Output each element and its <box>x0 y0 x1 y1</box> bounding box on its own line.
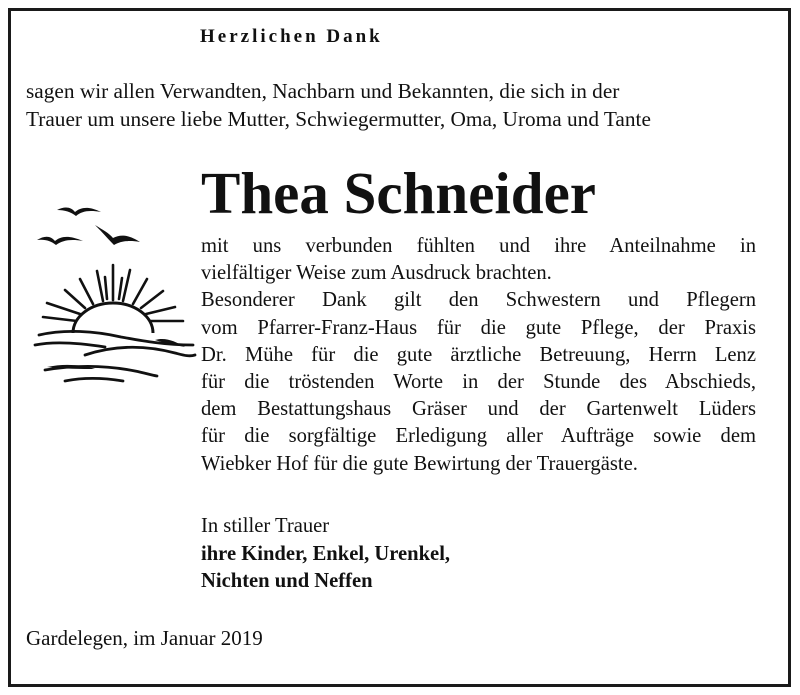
deceased-name: Thea Schneider <box>201 160 596 226</box>
intro-line: Trauer um unsere liebe Mutter, Schwiegermutter, Oma, Uroma und Tante <box>26 106 651 131</box>
heading: Herzlichen Dank <box>200 26 383 47</box>
thanks-text <box>201 233 756 478</box>
body-line: vom Pfarrer-Franz-Haus für die gute Pflege, der Praxis <box>201 316 756 339</box>
body-line: Dr. Mühe für die gute ärztliche Betreuung, Herrn Lenz <box>201 343 756 366</box>
body-line: Besonderer Dank gilt den Schwestern und Pflegern <box>201 289 756 312</box>
signature-intro: In stiller Trauer <box>201 515 330 537</box>
body-line: mit uns verbunden fühlten und ihre Anteilnahme in <box>201 235 756 257</box>
place-date: Gardelegen, im Januar 2019 <box>26 626 263 650</box>
intro-text <box>26 78 756 133</box>
sunset-birds-icon <box>25 195 200 395</box>
body-line: Wiebker Hof für die gute Bewirtung der Trauergäste. <box>201 452 638 475</box>
signature-line: Nichten und Neffen <box>201 570 373 592</box>
signature-block <box>201 513 450 596</box>
body-line: für die tröstenden Worte in der Stunde des Abschieds, <box>201 371 756 394</box>
intro-line: sagen wir allen Verwandten, Nachbarn und Bekannten, die sich in der <box>26 79 620 103</box>
body-line: dem Bestattungshaus Gräser und der Gartenwelt Lüders <box>201 398 756 421</box>
signature-line: ihre Kinder, Enkel, Urenkel, <box>201 542 451 565</box>
body-line: für die sorgfältige Erledigung aller Aufträge sowie dem <box>201 425 756 448</box>
body-line: vielfältiger Weise zum Ausdruck brachten. <box>201 262 552 285</box>
